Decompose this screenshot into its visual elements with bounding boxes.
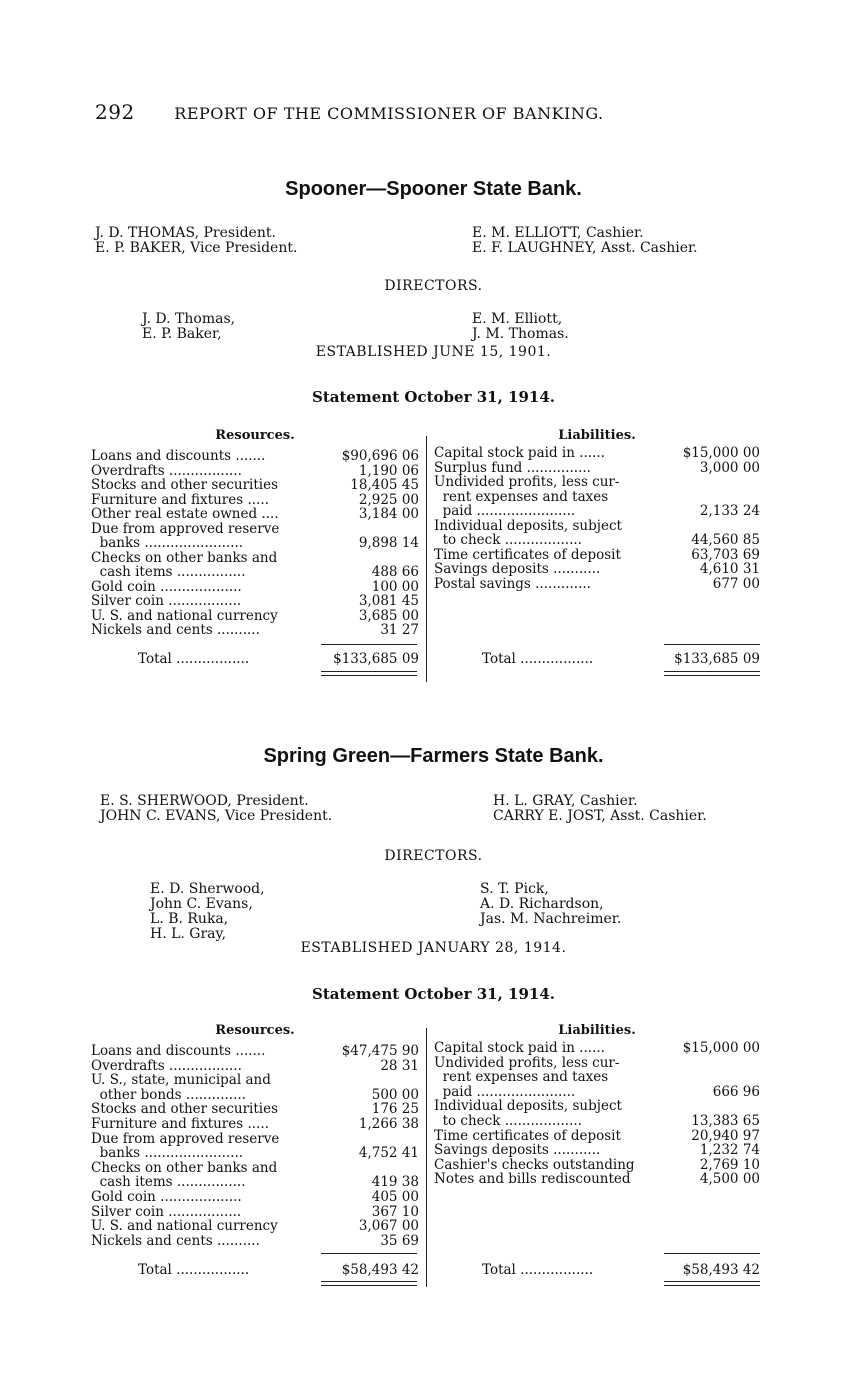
- resource-label: Furniture and fixtures .....: [91, 1116, 269, 1132]
- liability-label: to check ..................: [434, 532, 582, 548]
- resources-heading: Resources.: [215, 1023, 295, 1038]
- statement-heading: Statement October 31, 1914.: [311, 388, 555, 406]
- liability-amount: 2,133 24: [699, 503, 760, 519]
- liability-amount: 13,383 65: [691, 1113, 760, 1129]
- director-name: John C. Evans,: [150, 896, 253, 912]
- resource-label: banks .......................: [91, 1145, 244, 1162]
- officer-name: E. P. BAKER, Vice President.: [95, 240, 298, 256]
- liabilities-total-rule: [664, 1253, 760, 1254]
- resource-row: [91, 478, 419, 493]
- liability-row: [434, 1041, 760, 1056]
- resource-label: Nickels and cents ..........: [91, 622, 260, 638]
- resource-label: Loans and discounts .......: [91, 1043, 266, 1059]
- resource-amount: 176 25: [371, 1101, 419, 1118]
- director-name: H. L. Gray,: [150, 926, 227, 942]
- established-date: ESTABLISHED JUNE 15, 1901.: [315, 344, 552, 360]
- liability-label: Postal savings .............: [434, 575, 591, 592]
- resource-amount: 28 31: [380, 1057, 419, 1074]
- resource-row: [91, 1044, 419, 1059]
- resource-label: U. S. and national currency: [91, 1218, 278, 1235]
- resource-row: [91, 449, 419, 464]
- liabilities-double-rule: [664, 1281, 760, 1282]
- resource-row: [91, 1146, 419, 1161]
- page-header: [95, 100, 795, 124]
- director-name: E. M. Elliott,: [472, 311, 563, 327]
- resource-label: other bonds ..............: [91, 1086, 246, 1103]
- resource-amount: 3,685 00: [358, 607, 419, 624]
- officers-right: [472, 226, 698, 256]
- director-name: J. D. Thomas,: [142, 311, 236, 327]
- resources-double-rule: [321, 1285, 417, 1286]
- column-divider: [426, 1028, 427, 1287]
- liability-amount: 63,703 69: [691, 546, 760, 563]
- liability-amount: 666 96: [712, 1083, 760, 1100]
- directors-right: [480, 882, 621, 927]
- liabilities-heading: Liabilities.: [558, 1023, 636, 1038]
- liabilities-heading: Liabilities.: [558, 428, 636, 443]
- liability-label: Cashier's checks outstanding: [434, 1156, 635, 1173]
- officers-right: [493, 794, 707, 824]
- resources-total-label: Total .................: [138, 1262, 250, 1278]
- resource-amount: 31 27: [380, 622, 419, 638]
- resource-label: Other real estate owned ....: [91, 506, 279, 522]
- resource-amount: 35 69: [380, 1232, 419, 1249]
- resource-label: banks .......................: [91, 535, 244, 551]
- director-name: Jas. M. Nachreimer.: [480, 911, 622, 927]
- bank-title: Spooner—Spooner State Bank.: [285, 178, 582, 200]
- liability-label: Capital stock paid in ......: [434, 445, 605, 461]
- directors-left: [150, 882, 265, 942]
- resources-total-rule: [321, 1253, 417, 1254]
- resources-total-label: Total .................: [138, 651, 250, 667]
- resources-total-amount: $58,493 42: [341, 1262, 419, 1278]
- director-name: E. D. Sherwood,: [150, 881, 265, 897]
- liability-row: [434, 577, 760, 592]
- resource-amount: 4,752 41: [358, 1145, 419, 1162]
- resource-label: Gold coin ...................: [91, 1189, 242, 1205]
- resource-label: Due from approved reserve: [91, 520, 280, 537]
- resource-amount: 9,898 14: [358, 535, 419, 551]
- liability-row: [434, 504, 760, 519]
- bank-title: Spring Green—Farmers State Bank.: [263, 745, 604, 767]
- liabilities-total-rule: [664, 644, 760, 645]
- page-number: 292: [95, 100, 135, 124]
- liability-amount: 20,940 97: [691, 1127, 760, 1144]
- liability-label: Individual deposits, subject: [434, 1098, 622, 1115]
- resource-row: [91, 507, 419, 522]
- liability-amount: 1,232 74: [699, 1142, 760, 1159]
- officer-name: E. M. ELLIOTT, Cashier.: [472, 225, 644, 241]
- resource-amount: 367 10: [371, 1203, 419, 1220]
- liabilities-total-row: [482, 1263, 760, 1278]
- report-title: REPORT OF THE COMMISSIONER OF BANKING.: [174, 104, 604, 123]
- liability-label: to check ..................: [434, 1113, 582, 1129]
- liabilities-double-rule: [664, 675, 760, 676]
- resource-label: Due from approved reserve: [91, 1130, 280, 1147]
- resource-label: Loans and discounts .......: [91, 448, 266, 464]
- liability-label: Capital stock paid in ......: [434, 1040, 605, 1056]
- resource-label: cash items ................: [91, 564, 246, 580]
- resource-amount: 3,184 00: [358, 506, 419, 522]
- liability-label: Savings deposits ...........: [434, 561, 601, 577]
- resource-row: [91, 536, 419, 551]
- liability-amount: 677 00: [712, 575, 760, 592]
- resource-amount: 18,405 45: [350, 477, 419, 493]
- liability-row: [434, 1114, 760, 1129]
- liability-amount: 3,000 00: [699, 459, 760, 476]
- liability-label: Notes and bills rediscounted: [434, 1171, 631, 1188]
- resource-row: [91, 1234, 419, 1249]
- resource-label: Stocks and other securities: [91, 477, 279, 493]
- resources-double-rule: [321, 675, 417, 676]
- resources-double-rule: [321, 671, 417, 672]
- officer-name: H. L. GRAY, Cashier.: [493, 793, 638, 809]
- liability-label: Time certificates of deposit: [434, 546, 621, 563]
- directors-left: [142, 312, 235, 342]
- liability-amount: 44,560 85: [691, 532, 760, 548]
- resource-row: [91, 1219, 419, 1234]
- liability-amount: $15,000 00: [682, 445, 760, 461]
- resources-heading: Resources.: [215, 428, 295, 443]
- statement-heading: Statement October 31, 1914.: [311, 985, 555, 1003]
- directors-heading: DIRECTORS.: [384, 278, 483, 294]
- liabilities-total-amount: $133,685 09: [674, 651, 760, 667]
- resource-amount: $47,475 90: [341, 1043, 419, 1059]
- column-divider: [426, 436, 427, 682]
- liability-row: [434, 533, 760, 548]
- liability-label: Undivided profits, less cur-: [434, 474, 620, 490]
- resource-amount: 3,081 45: [358, 593, 419, 609]
- resource-row: [91, 623, 419, 638]
- liability-row: [434, 1070, 760, 1085]
- officers-left: [95, 226, 297, 256]
- liability-label: Individual deposits, subject: [434, 517, 622, 534]
- liability-row: [434, 1143, 760, 1158]
- liability-label: paid .......................: [434, 1083, 576, 1100]
- officer-name: E. S. SHERWOOD, President.: [100, 793, 309, 809]
- resource-row: [91, 565, 419, 580]
- director-name: E. P. Baker,: [142, 326, 222, 342]
- resource-label: U. S., state, municipal and: [91, 1072, 271, 1089]
- liability-row: [434, 1172, 760, 1187]
- liability-label: Surplus fund ...............: [434, 459, 591, 476]
- resource-label: Checks on other banks and: [91, 549, 278, 566]
- resource-label: Gold coin ...................: [91, 578, 242, 595]
- resource-row: [91, 1190, 419, 1205]
- resource-label: Checks on other banks and: [91, 1159, 278, 1176]
- resource-amount: 488 66: [371, 564, 419, 580]
- resources-total-amount: $133,685 09: [333, 651, 419, 667]
- resource-amount: 3,067 00: [358, 1218, 419, 1235]
- liability-label: Undivided profits, less cur-: [434, 1054, 620, 1071]
- officers-left: [100, 794, 332, 824]
- resource-amount: $90,696 06: [341, 448, 419, 464]
- director-name: S. T. Pick,: [480, 881, 549, 897]
- liability-amount: 2,769 10: [699, 1156, 760, 1173]
- resource-label: Silver coin .................: [91, 1203, 242, 1220]
- resources-total-rule: [321, 644, 417, 645]
- established-date: ESTABLISHED JANUARY 28, 1914.: [300, 940, 567, 956]
- resource-row: [91, 1073, 419, 1088]
- liability-row: [434, 446, 760, 461]
- liability-label: Time certificates of deposit: [434, 1127, 621, 1144]
- resource-amount: 2,925 00: [358, 491, 419, 508]
- resource-row: [91, 594, 419, 609]
- liability-label: paid .......................: [434, 503, 576, 519]
- officer-name: CARRY E. JOST, Asst. Cashier.: [493, 808, 707, 824]
- liability-label: rent expenses and taxes: [434, 488, 609, 505]
- resource-label: Overdrafts .................: [91, 1057, 242, 1074]
- director-name: J. M. Thomas.: [472, 326, 569, 342]
- directors-right: [472, 312, 569, 342]
- resource-row: [91, 1117, 419, 1132]
- liability-amount: 4,610 31: [699, 561, 760, 577]
- liability-amount: 4,500 00: [699, 1171, 760, 1188]
- liabilities-double-rule: [664, 671, 760, 672]
- director-name: L. B. Ruka,: [150, 911, 229, 927]
- liability-label: Savings deposits ...........: [434, 1142, 601, 1159]
- liability-row: [434, 562, 760, 577]
- officer-name: JOHN C. EVANS, Vice President.: [100, 808, 333, 824]
- resource-amount: 1,190 06: [358, 462, 419, 479]
- directors-heading: DIRECTORS.: [384, 848, 483, 864]
- resource-label: Silver coin .................: [91, 593, 242, 609]
- liability-row: [434, 475, 760, 490]
- liabilities-total-row: [482, 652, 760, 667]
- resources-total-row: [138, 1263, 419, 1278]
- resource-label: U. S. and national currency: [91, 607, 278, 624]
- liability-amount: $15,000 00: [682, 1040, 760, 1056]
- director-name: A. D. Richardson,: [480, 896, 604, 912]
- resource-amount: 100 00: [371, 578, 419, 595]
- liabilities-total-label: Total .................: [482, 651, 594, 667]
- resources-total-row: [138, 652, 419, 667]
- liabilities-total-amount: $58,493 42: [682, 1262, 760, 1278]
- liabilities-double-rule: [664, 1285, 760, 1286]
- resource-label: Furniture and fixtures .....: [91, 491, 269, 508]
- officer-name: J. D. THOMAS, President.: [95, 225, 276, 241]
- resource-label: Overdrafts .................: [91, 462, 242, 479]
- resource-amount: 405 00: [371, 1189, 419, 1205]
- liabilities-total-label: Total .................: [482, 1262, 594, 1278]
- resource-label: Nickels and cents ..........: [91, 1232, 260, 1249]
- officer-name: E. F. LAUGHNEY, Asst. Cashier.: [472, 240, 698, 256]
- resource-label: cash items ................: [91, 1174, 246, 1191]
- resource-label: Stocks and other securities: [91, 1101, 279, 1118]
- liability-label: rent expenses and taxes: [434, 1069, 609, 1086]
- resource-amount: 419 38: [371, 1174, 419, 1191]
- resource-amount: 1,266 38: [358, 1116, 419, 1132]
- resources-double-rule: [321, 1281, 417, 1282]
- resource-amount: 500 00: [371, 1086, 419, 1103]
